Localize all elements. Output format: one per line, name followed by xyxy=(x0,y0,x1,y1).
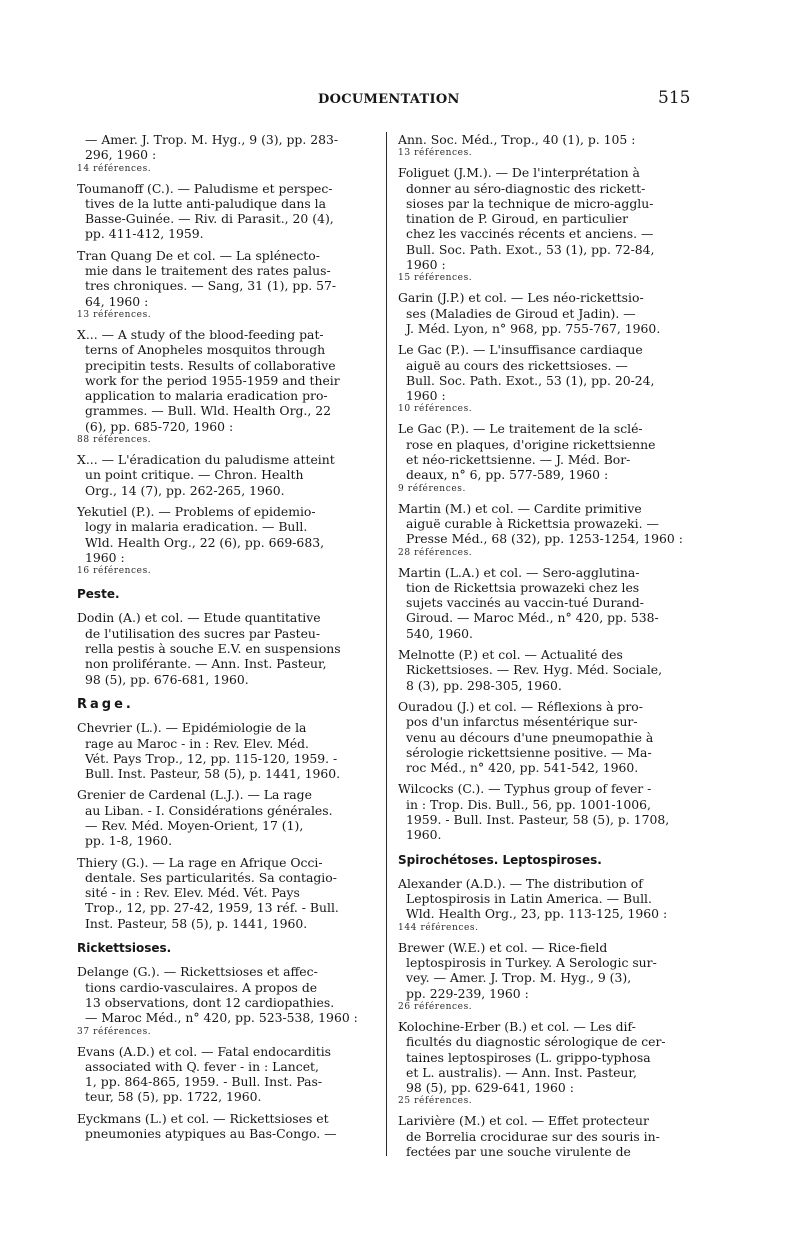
reference-count: 37 références. xyxy=(77,1026,152,1037)
page-number: 515 xyxy=(658,88,691,108)
entry-text: Le Gac (P.). — L'insuffisance cardiaque aiguë au cours des rickettsioses. — Bull. Soc. Path. Exot., 53 (1), pp. 20-24, 1960 : xyxy=(398,342,655,404)
reference-count: 9 références. xyxy=(398,483,466,494)
bibliography-entry xyxy=(77,855,375,931)
bibliography-entry xyxy=(398,940,696,1013)
entry-text: Evans (A.D.) et col. — Fatal endocarditis associated with Q. fever - in : Lancet, 1, pp. 864-865, 1959. - Bull. Inst. Pas- teur, 58 (5), pp. 1722, 1960. xyxy=(77,1043,332,1105)
entry-text: X... — L'éradication du paludisme atteint un point critique. — Chron. Health Org., 14 (7), pp. 262-265, 1960. xyxy=(77,452,335,498)
section-heading: Peste. xyxy=(77,587,120,602)
column-divider xyxy=(386,132,387,1156)
section-heading: Rage. xyxy=(77,696,134,712)
bibliography-entry xyxy=(398,876,696,934)
entry-text: Yekutiel (P.). — Problems of epidemio- logy in malaria eradication. — Bull. Wld. Health Org., 22 (6), pp. 669-683, 1960 : xyxy=(77,503,325,565)
entry-text: X... — A study of the blood-feeding pat- terns of Anopheles mosquitos through precipitin tests. Results of collaborative work for the period 1955-1959 and their application to malaria eradication pro- grammes. — Bull. Wld. Health Org., 22 (6), pp. 685-720, 1960 : xyxy=(77,326,340,434)
bibliography-entry xyxy=(398,342,696,415)
reference-count: 25 références. xyxy=(398,1096,473,1107)
entry-text: Brewer (W.E.) et col. — Rice-field leptospirosis in Turkey. A Serologic sur- vey. — Amer. J. Trop. M. Hyg., 9 (3), pp. 229-239, 1960 : xyxy=(398,939,657,1001)
bibliography-entry xyxy=(398,781,696,842)
bibliography-entry xyxy=(77,787,375,848)
bibliography-entry xyxy=(398,165,696,284)
entry-text: Grenier de Cardenal (L.J.). — La rage au Liban. - I. Considérations générales. — Rev. Méd. Moyen-Orient, 17 (1), pp. 1-8, 1960. xyxy=(77,787,333,849)
bibliography-entry xyxy=(77,1111,375,1142)
entry-text: Le Gac (P.). — Le traitement de la sclé- rose en plaques, d'origine rickettsienne et néo-rickettsienne. — J. Méd. Bor- deaux, n° 6, pp. 577-589, 1960 : xyxy=(398,421,656,483)
bibliography-entry xyxy=(398,290,696,336)
bibliography-entry xyxy=(398,1019,696,1107)
bibliography-entry xyxy=(77,132,375,175)
entry-text: Ouradou (J.) et col. — Réflexions à pro- pos d'un infarctus mésentérique sur- venu au décours d'une pneumopathie à sérologie rickettsienne positive. — Ma- roc Méd., n° 420, pp. 541-542, 1960. xyxy=(398,698,654,776)
bibliography-entry xyxy=(77,504,375,577)
left-column xyxy=(77,132,375,1147)
running-title: DOCUMENTATION xyxy=(318,92,460,107)
entry-text: Kolochine-Erber (B.) et col. — Les dif- ficultés du diagnostic sérologique de cer- taines leptospiroses (L. grippo-typhosa et L. australis). — Ann. Inst. Pasteur, 98 (5), pp. 629-641, 1960 : xyxy=(398,1018,666,1096)
entry-text: Martin (L.A.) et col. — Sero-agglutina- tion de Rickettsia prowazeki chez les sujets vaccinés au vaccin-tué Durand- Giroud. — Maroc Méd., n° 420, pp. 538- 540, 1960. xyxy=(398,564,659,641)
reference-count: 10 références. xyxy=(398,404,473,415)
entry-text: Melnotte (P.) et col. — Actualité des Rickettsioses. — Rev. Hyg. Méd. Sociale, 8 (3), pp. 298-305, 1960. xyxy=(398,647,663,693)
bibliography-entry xyxy=(398,565,696,641)
entry-text: — Amer. J. Trop. M. Hyg., 9 (3), pp. 283- 296, 1960 : xyxy=(85,132,339,163)
bibliography-entry xyxy=(77,1044,375,1105)
section-heading: Spirochétoses. Leptospiroses. xyxy=(398,852,602,867)
section-heading: Rickettsioses. xyxy=(77,941,172,956)
entry-text: Thiery (G.). — La rage en Afrique Occi- dentale. Ses particularités. Sa contagio- sité - in : Rev. Elev. Méd. Vét. Pays Trop., 12, pp. 27-42, 1959, 13 réf. - Bull. Inst. Pasteur, 58 (5), p. 1441, 1960. xyxy=(77,854,339,931)
reference-count: 13 références. xyxy=(398,148,473,159)
reference-count: 88 références. xyxy=(77,435,152,446)
bibliography-entry xyxy=(77,181,375,242)
entry-text: Wilcocks (C.). — Typhus group of fever - in : Trop. Dis. Bull., 56, pp. 1001-1006, 1959. - Bull. Inst. Pasteur, 58 (5), p. 1708, 1960. xyxy=(398,781,670,843)
bibliography-entry xyxy=(77,964,375,1037)
bibliography-entry xyxy=(77,720,375,781)
reference-count: 28 références. xyxy=(398,547,473,558)
entry-text: Chevrier (L.). — Epidémiologie de la rage au Maroc - in : Rev. Elev. Méd. Vét. Pays Trop., 12, pp. 115-120, 1959. - Bull. Inst. Pasteur, 58 (5), p. 1441, 1960. xyxy=(77,720,341,782)
bibliography-entry xyxy=(77,248,375,321)
right-column xyxy=(398,132,696,1165)
bibliography-entry xyxy=(77,610,375,686)
reference-count: 15 références. xyxy=(398,273,473,284)
entry-text: Garin (J.P.) et col. — Les néo-rickettsio- ses (Maladies de Giroud et Jadin). — J. Méd. Lyon, n° 968, pp. 755-767, 1960. xyxy=(398,290,661,336)
entry-text: Alexander (A.D.). — The distribution of Leptospirosis in Latin America. — Bull. Wld. Health Org., 23, pp. 113-125, 1960 : xyxy=(398,875,668,922)
bibliography-entry xyxy=(398,132,696,159)
entry-text: Tran Quang De et col. — La splénecto- mie dans le traitement des rates palus- tres chroniques. — Sang, 31 (1), pp. 57- 64, 1960 : xyxy=(77,247,337,309)
entry-text: Toumanoff (C.). — Paludisme et perspec- tives de la lutte anti-paludique dans la Basse-Guinée. — Riv. di Parasit., 20 (4), pp. 411-412, 1959. xyxy=(77,180,334,242)
reference-count: 26 références. xyxy=(398,1001,473,1012)
entry-text: Martin (M.) et col. — Cardite primitive aiguë curable à Rickettsia prowazeki. — Presse Méd., 68 (32), pp. 1253-1254, 1960 : xyxy=(398,500,683,547)
reference-count: 144 références. xyxy=(398,922,479,933)
bibliography-entry xyxy=(398,1113,696,1159)
entry-text: Foliguet (J.M.). — De l'interprétation à donner au séro-diagnostic des rickett- sioses par la technique de micro-agglu- tination de P. Giroud, en particulier chez les vaccinés récents et anciens. — Bull. Soc. Path. Exot., 53 (1), pp. 72-84, 1960 : xyxy=(398,165,655,273)
reference-count: 13 références. xyxy=(77,309,152,320)
reference-count: 16 références. xyxy=(77,566,152,577)
entry-text: Eyckmans (L.) et col. — Rickettsioses et pneumonies atypiques au Bas-Congo. — xyxy=(77,1110,337,1142)
entry-text: Larivière (M.) et col. — Effet protecteur de Borrelia crocidurae sur des souris in- fectées par une souche virulente de xyxy=(398,1113,660,1160)
bibliography-entry xyxy=(398,501,696,559)
entry-text: Delange (G.). — Rickettsioses et affec- tions cardio-vasculaires. A propos de 13 observations, dont 12 cardiopathies. — Maroc Méd., n° 420, pp. 523-538, 1960 : xyxy=(77,964,358,1026)
bibliography-entry xyxy=(77,452,375,498)
reference-count: 14 références. xyxy=(77,163,152,174)
entry-text: Ann. Soc. Méd., Trop., 40 (1), p. 105 : xyxy=(398,132,636,147)
bibliography-entry xyxy=(77,327,375,446)
bibliography-entry xyxy=(398,699,696,775)
bibliography-entry xyxy=(398,647,696,693)
bibliography-entry xyxy=(398,421,696,494)
entry-text: Dodin (A.) et col. — Etude quantitative de l'utilisation des sucres par Pasteu- rella pestis à souche E.V. en suspensions non proliférante. — Ann. Inst. Pasteur, 98 (5), pp. 676-681, 1960. xyxy=(77,610,341,687)
